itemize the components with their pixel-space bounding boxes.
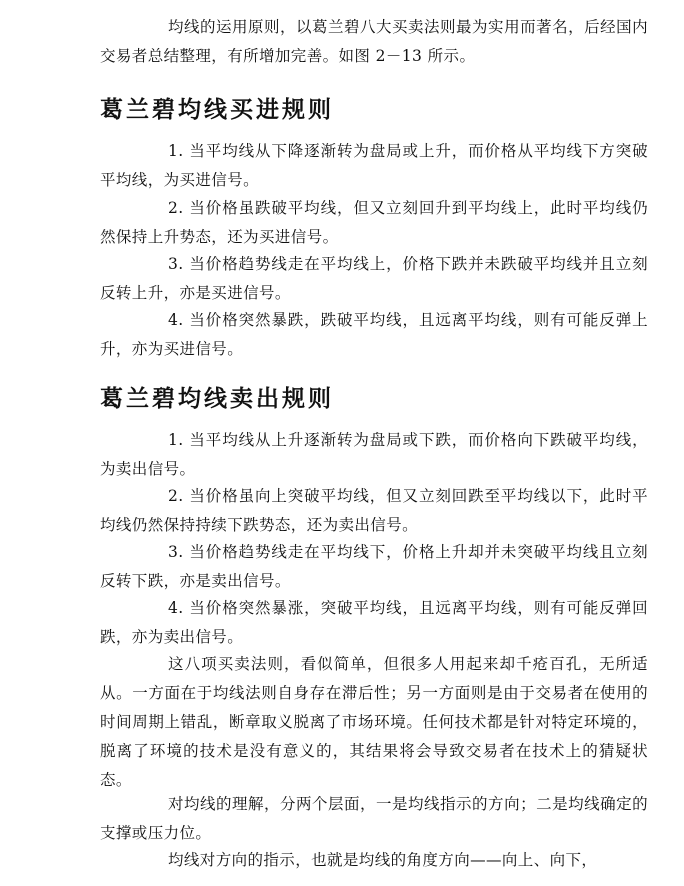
buy-rule-4: 4. 当价格突然暴跌，跌破平均线，且远离平均线，则有可能反弹上升，亦为买进信号。 [100,311,648,358]
understanding-paragraph: 对均线的理解，分两个层面，一是均线指示的方向；二是均线确定的支撑或压力位。 [100,795,648,842]
sell-rules-heading: 葛兰碧均线卖出规则 [100,386,334,412]
direction-paragraph: 均线对方向的指示，也就是均线的角度方向——向上、向下， [168,851,598,869]
summary-paragraph: 这八项买卖法则，看似简单，但很多人用起来却千疮百孔，无所适从。一方面在于均线法则自身存在滞后性；另一方面则是由于交易者在使用的时间周期上错乱，断章取义脱离了市场环境。任何技术都是针对特定环境的，脱离了环境的技术是没有意义的，其结果将会导致交易者在技术上的猜疑状态。 [100,655,648,789]
buy-rules-heading: 葛兰碧均线买进规则 [100,97,334,123]
sell-rule-4: 4. 当价格突然暴涨，突破平均线，且远离平均线，则有可能反弹回跌，亦为卖出信号。 [100,599,648,646]
buy-rule-1: 1. 当平均线从下降逐渐转为盘局或上升，而价格从平均线下方突破平均线，为买进信号。 [100,142,648,189]
intro-paragraph: 均线的运用原则，以葛兰碧八大买卖法则最为实用而著名，后经国内交易者总结整理，有所增加完善。如图 2－13 所示。 [100,18,648,65]
sell-rule-3: 3. 当价格趋势线走在平均线下，价格上升却并未突破平均线且立刻反转下跌，亦是卖出信号。 [100,543,648,590]
buy-rule-3: 3. 当价格趋势线走在平均线上，价格下跌并未跌破平均线并且立刻反转上升，亦是买进信号。 [100,255,648,302]
sell-rule-2: 2. 当价格虽向上突破平均线，但又立刻回跌至平均线以下，此时平均线仍然保持持续下跌势态，还为卖出信号。 [100,487,648,534]
buy-rule-2: 2. 当价格虽跌破平均线，但又立刻回升到平均线上，此时平均线仍然保持上升势态，还为买进信号。 [100,199,648,246]
sell-rule-1: 1. 当平均线从上升逐渐转为盘局或下跌，而价格向下跌破平均线，为卖出信号。 [100,431,648,478]
